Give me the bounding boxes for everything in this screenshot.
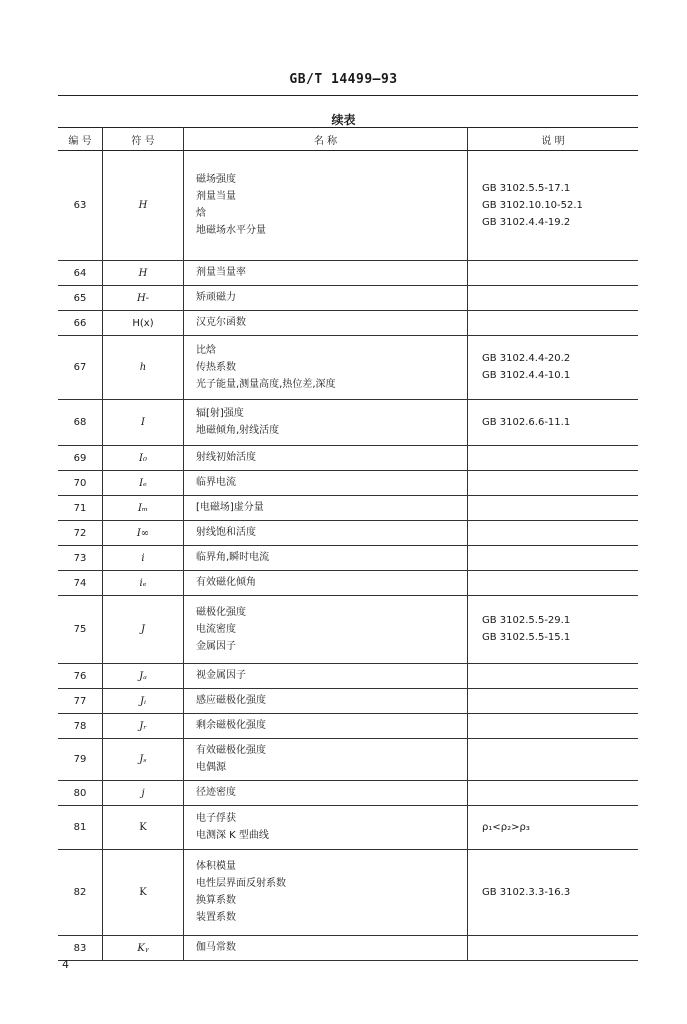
row-symbol: H(x) xyxy=(103,311,184,336)
row-symbol: Kᵧ xyxy=(103,936,184,961)
quantity-name: 视金属因子 xyxy=(196,670,246,681)
table-row xyxy=(58,781,638,806)
row-names xyxy=(184,739,468,781)
quantity-name: 传热系数 xyxy=(196,361,236,373)
quantity-name: 磁极化强度 xyxy=(196,606,246,618)
row-symbol: Jₐ xyxy=(103,664,184,689)
row-description xyxy=(468,664,639,689)
quantity-name: 比焓 xyxy=(196,344,216,356)
row-names xyxy=(184,806,468,850)
row-description xyxy=(468,151,639,261)
quantity-name: 电性层界面反射系数 xyxy=(196,878,286,889)
reference-text: GB 3102.4.4-19.2 xyxy=(482,216,571,228)
row-names xyxy=(184,471,468,496)
quantity-name: 剩余磁极化强度 xyxy=(196,720,266,731)
quantity-name: 剂量当量率 xyxy=(196,267,246,278)
quantity-name: 射线初始活度 xyxy=(196,452,256,463)
quantity-name: 光子能量,测量高度,热位差,深度 xyxy=(196,378,336,390)
row-names xyxy=(184,496,468,521)
row-number: 83 xyxy=(58,936,103,961)
table-row xyxy=(58,714,638,739)
row-number: 66 xyxy=(58,311,103,336)
row-number: 82 xyxy=(58,850,103,936)
table-row xyxy=(58,806,638,850)
row-description xyxy=(468,521,639,546)
row-names xyxy=(184,571,468,596)
quantity-name: 电测深 K 型曲线 xyxy=(196,830,269,841)
column-header-no: 编 号 xyxy=(58,128,103,151)
row-names xyxy=(184,311,468,336)
quantity-name: 电偶源 xyxy=(196,762,226,773)
row-names xyxy=(184,936,468,961)
row-description xyxy=(468,286,639,311)
row-symbol: I∞ xyxy=(103,521,184,546)
column-header-desc xyxy=(468,128,639,151)
quantity-name: 伽马常数 xyxy=(196,942,236,953)
symbols-table xyxy=(58,127,638,961)
quantity-name: 地磁场水平分量 xyxy=(196,225,266,236)
table-row xyxy=(58,571,638,596)
row-description xyxy=(468,471,639,496)
row-names xyxy=(184,546,468,571)
table-row xyxy=(58,311,638,336)
row-symbol: i xyxy=(103,546,184,571)
header-rule xyxy=(58,95,638,96)
row-description xyxy=(468,571,639,596)
row-number: 72 xyxy=(58,521,103,546)
row-number: 75 xyxy=(58,596,103,664)
row-symbol: Jᵣ xyxy=(103,714,184,739)
row-description xyxy=(468,781,639,806)
table-row xyxy=(58,521,638,546)
row-number: 77 xyxy=(58,689,103,714)
row-names xyxy=(184,400,468,446)
row-number: 78 xyxy=(58,714,103,739)
row-number: 68 xyxy=(58,400,103,446)
reference-text: ρ₁<ρ₂>ρ₃ xyxy=(482,821,530,833)
quantity-name: 有效磁极化强度 xyxy=(196,745,266,756)
table-row xyxy=(58,261,638,286)
row-symbol: H xyxy=(103,151,184,261)
row-symbol: h xyxy=(103,336,184,400)
row-symbol: K xyxy=(103,806,184,850)
row-number: 81 xyxy=(58,806,103,850)
column-header-name-text: 名 称 xyxy=(313,135,338,147)
quantity-name: 剂量当量 xyxy=(196,191,236,202)
table-row xyxy=(58,596,638,664)
table-row xyxy=(58,936,638,961)
quantity-name: 辐[射]强度 xyxy=(196,408,244,419)
row-description xyxy=(468,714,639,739)
table-row xyxy=(58,471,638,496)
row-names xyxy=(184,596,468,664)
table-row xyxy=(58,850,638,936)
reference-text: GB 3102.3.3-16.3 xyxy=(482,886,571,898)
table-row xyxy=(58,689,638,714)
row-number: 69 xyxy=(58,446,103,471)
quantity-name: [电磁场]虚分量 xyxy=(196,502,264,513)
quantity-name: 装置系数 xyxy=(196,912,236,923)
table-row xyxy=(58,739,638,781)
page-number: 4 xyxy=(62,958,69,971)
quantity-name: 有效磁化倾角 xyxy=(196,577,256,588)
row-symbol: Jₛ xyxy=(103,739,184,781)
row-names xyxy=(184,286,468,311)
quantity-name: 金属因子 xyxy=(196,640,236,652)
quantity-name: 体积模量 xyxy=(196,861,236,872)
row-number: 64 xyxy=(58,261,103,286)
row-names xyxy=(184,850,468,936)
table-row xyxy=(58,336,638,400)
reference-text: GB 3102.5.5-29.1 xyxy=(482,615,571,626)
row-symbol: I xyxy=(103,400,184,446)
table-row xyxy=(58,446,638,471)
reference-text: GB 3102.5.5-15.1 xyxy=(482,632,571,643)
row-symbol: H xyxy=(103,261,184,286)
row-number: 74 xyxy=(58,571,103,596)
row-number: 67 xyxy=(58,336,103,400)
table-header-row xyxy=(58,128,638,151)
row-names xyxy=(184,521,468,546)
quantity-name: 矫顽磁力 xyxy=(196,292,236,303)
row-description xyxy=(468,739,639,781)
row-number: 79 xyxy=(58,739,103,781)
quantity-name: 换算系数 xyxy=(196,895,236,906)
row-number: 76 xyxy=(58,664,103,689)
quantity-name: 汉克尔函数 xyxy=(196,317,246,328)
row-number: 70 xyxy=(58,471,103,496)
table-row xyxy=(58,496,638,521)
row-description xyxy=(468,936,639,961)
table-body xyxy=(58,151,638,961)
column-header-symbol: 符 号 xyxy=(103,128,184,151)
row-description xyxy=(468,496,639,521)
reference-text: GB 3102.5.5-17.1 xyxy=(482,182,571,194)
row-names xyxy=(184,781,468,806)
table-row xyxy=(58,664,638,689)
row-symbol: Iₑ xyxy=(103,471,184,496)
quantity-name: 地磁倾角,射线活度 xyxy=(196,425,280,436)
row-symbol: Iₘ xyxy=(103,496,184,521)
quantity-name: 临界电流 xyxy=(196,477,236,488)
row-symbol: j xyxy=(103,781,184,806)
row-description xyxy=(468,311,639,336)
row-symbol: I₀ xyxy=(103,446,184,471)
row-names xyxy=(184,261,468,286)
quantity-name: 磁场强度 xyxy=(196,174,236,185)
quantity-name: 电流密度 xyxy=(196,623,236,635)
table-row xyxy=(58,400,638,446)
row-description xyxy=(468,336,639,400)
row-number: 80 xyxy=(58,781,103,806)
standard-number-header: GB/T 14499—93 xyxy=(289,72,398,87)
quantity-name: 射线饱和活度 xyxy=(196,527,256,538)
row-symbol: K xyxy=(103,850,184,936)
table-row xyxy=(58,546,638,571)
row-description xyxy=(468,400,639,446)
reference-text: GB 3102.4.4-10.1 xyxy=(482,370,571,381)
row-description xyxy=(468,446,639,471)
row-description xyxy=(468,596,639,664)
row-names xyxy=(184,714,468,739)
table-row xyxy=(58,151,638,261)
row-symbol: Jᵢ xyxy=(103,689,184,714)
row-number: 65 xyxy=(58,286,103,311)
row-symbol: H- xyxy=(103,286,184,311)
row-names xyxy=(184,446,468,471)
row-description xyxy=(468,850,639,936)
row-number: 71 xyxy=(58,496,103,521)
reference-text: GB 3102.4.4-20.2 xyxy=(482,353,571,364)
table-row xyxy=(58,286,638,311)
column-header-name xyxy=(184,128,468,151)
row-description xyxy=(468,546,639,571)
row-description xyxy=(468,806,639,850)
row-names xyxy=(184,689,468,714)
row-names xyxy=(184,664,468,689)
row-symbol: J xyxy=(103,596,184,664)
quantity-name: 临界角,瞬时电流 xyxy=(196,552,270,563)
row-description xyxy=(468,261,639,286)
table-caption: 续表 xyxy=(331,113,356,127)
row-names xyxy=(184,151,468,261)
reference-text: GB 3102.10.10-52.1 xyxy=(482,199,583,211)
quantity-name: 焓 xyxy=(196,208,206,219)
row-number: 73 xyxy=(58,546,103,571)
quantity-name: 径迹密度 xyxy=(196,787,236,798)
column-header-desc-text: 说 明 xyxy=(541,135,565,147)
row-names xyxy=(184,336,468,400)
row-number: 63 xyxy=(58,151,103,261)
row-description xyxy=(468,689,639,714)
reference-text: GB 3102.6.6-11.1 xyxy=(482,416,571,428)
row-symbol: iₑ xyxy=(103,571,184,596)
quantity-name: 电子俘获 xyxy=(196,813,236,824)
quantity-name: 感应磁极化强度 xyxy=(196,695,266,706)
